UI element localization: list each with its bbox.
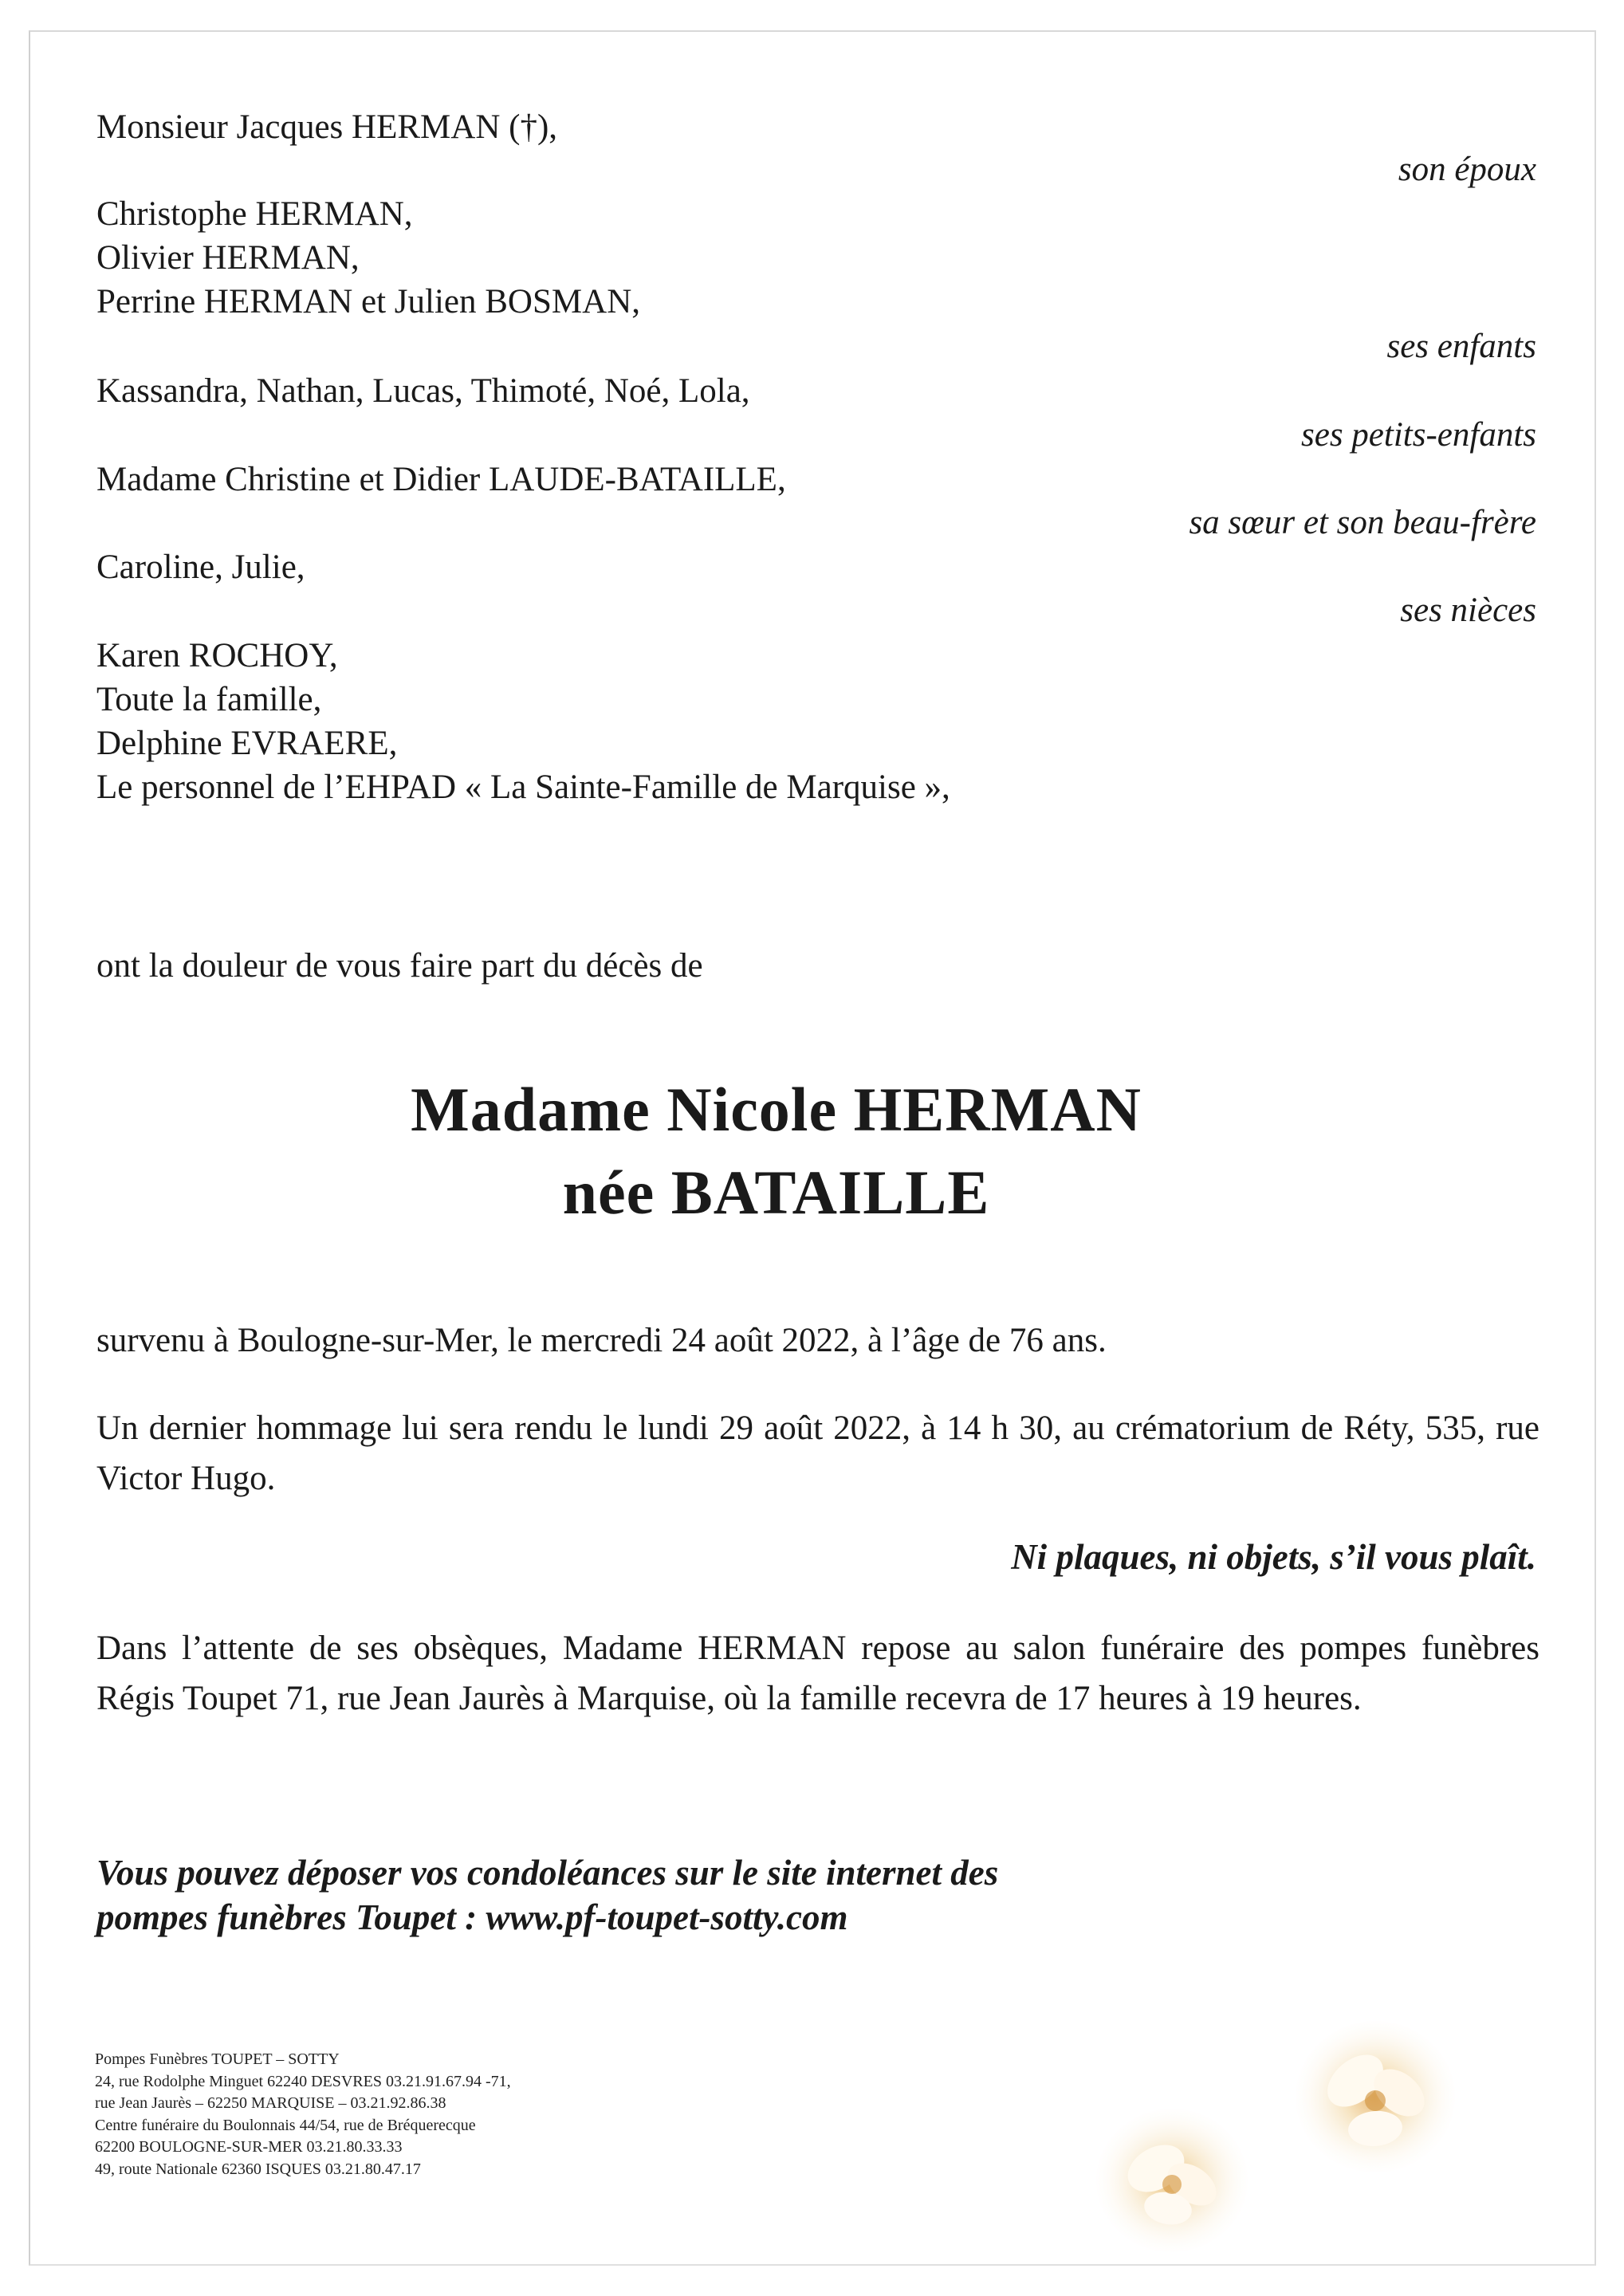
family-line-grandchildren: Kassandra, Nathan, Lucas, Thimoté, Noé, Lola, [96, 372, 750, 410]
family-line-other-3: Delphine EVRAERE, [96, 725, 398, 762]
white-flower-icon [1272, 1993, 1479, 2200]
death-info: survenu à Boulogne-sur-Mer, le mercredi 24 août 2022, à l’âge de 76 ans. [96, 1322, 1107, 1359]
family-line-child-2: Olivier HERMAN, [96, 239, 360, 277]
role-children: ses enfants [1386, 328, 1536, 365]
footer-line: 24, rue Rodolphe Minguet 62240 DESVRES 03.21.91.67.94 -71, [95, 2072, 511, 2090]
family-line-nieces: Caroline, Julie, [96, 548, 305, 586]
role-sister: sa sœur et son beau-frère [1189, 504, 1536, 541]
footer-line: Pompes Funèbres TOUPET – SOTTY [95, 2050, 340, 2068]
role-grandchildren: ses petits-enfants [1301, 416, 1536, 454]
family-line-child-3: Perrine HERMAN et Julien BOSMAN, [96, 283, 640, 320]
footer-line: 49, route Nationale 62360 ISQUES 03.21.80.47.17 [95, 2160, 421, 2178]
role-nieces: ses nièces [1400, 592, 1536, 629]
tribute-paragraph: Un dernier hommage lui sera rendu le lundi 29 août 2022, à 14 h 30, au crématorium de Réty, 535, rue Victor Hugo. [96, 1409, 1539, 1497]
family-line-other-2: Toute la famille, [96, 681, 322, 718]
family-line-child-1: Christophe HERMAN, [96, 195, 413, 233]
white-flower-icon [1068, 2073, 1276, 2280]
funeral-home-footer [95, 2049, 511, 2180]
visitation-paragraph: Dans l’attente de ses obsèques, Madame HERMAN repose au salon funéraire des pompes funèbres Régis Toupet 71, rue Jean Jaurès à Marquise, où la famille recevra de 17 heures à 19 heures. [96, 1630, 1539, 1717]
deceased-maiden-name: née BATAILLE [562, 1158, 990, 1227]
family-line-sister: Madame Christine et Didier LAUDE-BATAILLE, [96, 461, 786, 498]
announcement-text: ont la douleur de vous faire part du décès de [96, 947, 703, 985]
footer-line: rue Jean Jaurès – 62250 MARQUISE – 03.21.92.86.38 [95, 2094, 446, 2112]
request-text: Ni plaques, ni objets, s’il vous plaît. [1011, 1537, 1536, 1577]
family-line-spouse: Monsieur Jacques HERMAN (†), [96, 108, 558, 146]
footer-line: Centre funéraire du Boulonnais 44/54, rue de Bréquerecque [95, 2116, 476, 2134]
footer-line: 62200 BOULOGNE-SUR-MER 03.21.80.33.33 [95, 2138, 403, 2156]
deceased-name: Madame Nicole HERMAN [411, 1075, 1142, 1144]
role-spouse: son époux [1398, 151, 1536, 188]
condolences-line-2: pompes funèbres Toupet : www.pf-toupet-sotty.com [96, 1897, 848, 1937]
family-line-other-1: Karen ROCHOY, [96, 637, 338, 674]
condolences-line-1: Vous pouvez déposer vos condoléances sur le site internet des [96, 1853, 999, 1893]
family-line-other-4: Le personnel de l’EHPAD « La Sainte-Famille de Marquise », [96, 769, 950, 806]
